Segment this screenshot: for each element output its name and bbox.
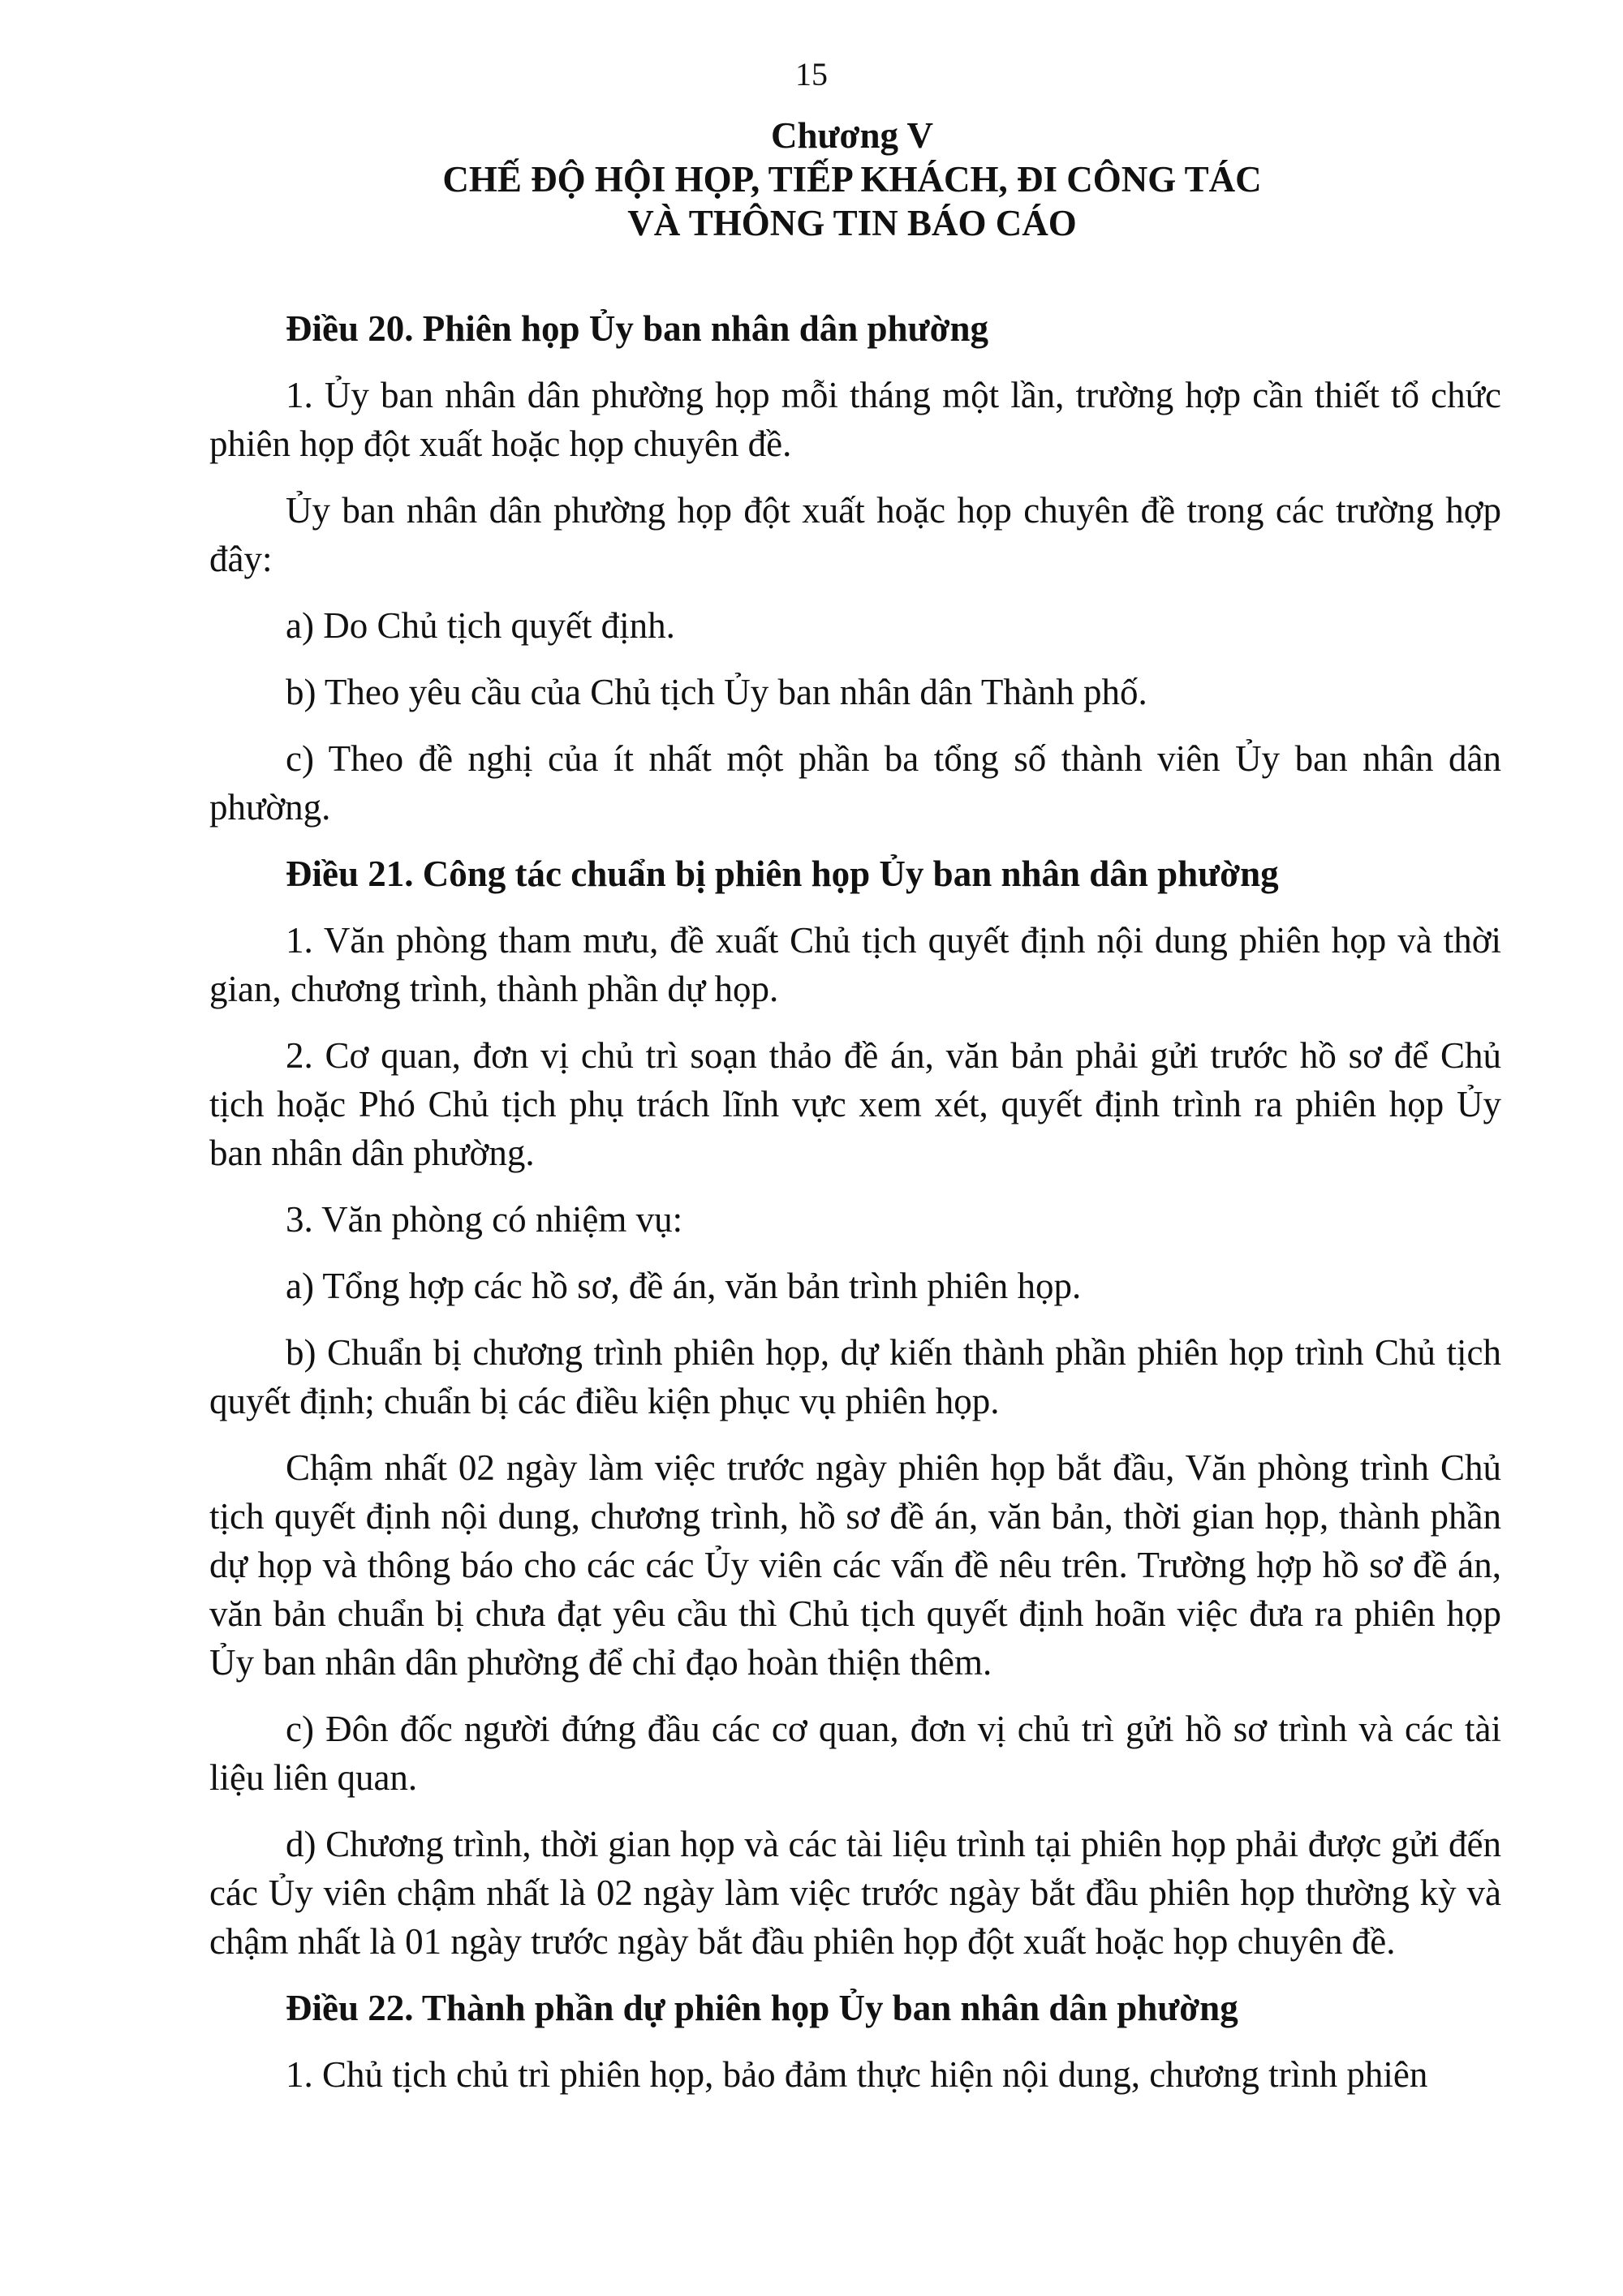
paragraph: 2. Cơ quan, đơn vị chủ trì soạn thảo đề án, văn bản phải gửi trước hồ sơ để Chủ tịch hoặc Phó Chủ tịch phụ trách lĩnh vực xem xét, quyết định trình ra phiên họp Ủy ban nhân dân phường.: [209, 1035, 1501, 1173]
chapter-label: Chương V: [771, 115, 933, 156]
paragraph: Ủy ban nhân dân phường họp đột xuất hoặc họp chuyên đề trong các trường hợp đây:: [209, 490, 1501, 579]
paragraph: 1. Văn phòng tham mưu, đề xuất Chủ tịch quyết định nội dung phiên họp và thời gian, chương trình, thành phần dự họp.: [209, 920, 1501, 1009]
paragraph: c) Đôn đốc người đứng đầu các cơ quan, đơn vị chủ trì gửi hồ sơ trình và các tài liệu liên quan.: [209, 1709, 1501, 1798]
article-heading: Điều 21. Công tác chuẩn bị phiên họp Ủy ban nhân dân phường: [286, 853, 1279, 894]
article-heading: Điều 20. Phiên họp Ủy ban nhân dân phường: [286, 308, 989, 349]
article-heading: Điều 22. Thành phần dự phiên họp Ủy ban nhân dân phường: [286, 1988, 1238, 2028]
paragraph: a) Do Chủ tịch quyết định.: [286, 605, 675, 646]
paragraph: d) Chương trình, thời gian họp và các tài liệu trình tại phiên họp phải được gửi đến các Ủy viên chậm nhất là 02 ngày làm việc trước ngày bắt đầu phiên họp thường kỳ và chậm nhất là 01 ngày trước ngày bắt đầu phiên họp đột xuất hoặc họp chuyên đề.: [209, 1824, 1501, 1962]
chapter-title-line-1: CHẾ ĐỘ HỘI HỌP, TIẾP KHÁCH, ĐI CÔNG TÁC: [442, 159, 1262, 200]
document-body: [209, 304, 1501, 2117]
paragraph: a) Tổng hợp các hồ sơ, đề án, văn bản trình phiên họp.: [286, 1266, 1082, 1306]
chapter-header: [162, 114, 1542, 245]
paragraph: 3. Văn phòng có nhiệm vụ:: [286, 1199, 683, 1240]
paragraph: b) Theo yêu cầu của Chủ tịch Ủy ban nhân dân Thành phố.: [286, 672, 1147, 712]
paragraph: c) Theo đề nghị của ít nhất một phần ba tổng số thành viên Ủy ban nhân dân phường.: [209, 738, 1501, 828]
paragraph: Chậm nhất 02 ngày làm việc trước ngày phiên họp bắt đầu, Văn phòng trình Chủ tịch quyết định nội dung, chương trình, hồ sơ đề án, văn bản, thời gian họp, thành phần dự họp và thông báo cho các các Ủy viên các vấn đề nêu trên. Trường hợp hồ sơ đề án, văn bản chuẩn bị chưa đạt yêu cầu thì Chủ tịch quyết định hoãn việc đưa ra phiên họp Ủy ban nhân dân phường để chỉ đạo hoàn thiện thêm.: [209, 1447, 1501, 1683]
paragraph: 1. Chủ tịch chủ trì phiên họp, bảo đảm thực hiện nội dung, chương trình phiên: [286, 2054, 1428, 2095]
paragraph: 1. Ủy ban nhân dân phường họp mỗi tháng một lần, trường hợp cần thiết tổ chức phiên họp đột xuất hoặc họp chuyên đề.: [209, 375, 1501, 464]
page-number: 15: [795, 56, 828, 92]
paragraph: b) Chuẩn bị chương trình phiên họp, dự kiến thành phần phiên họp trình Chủ tịch quyết định; chuẩn bị các điều kiện phục vụ phiên họp.: [209, 1332, 1501, 1421]
chapter-title-line-2: VÀ THÔNG TIN BÁO CÁO: [627, 203, 1077, 243]
